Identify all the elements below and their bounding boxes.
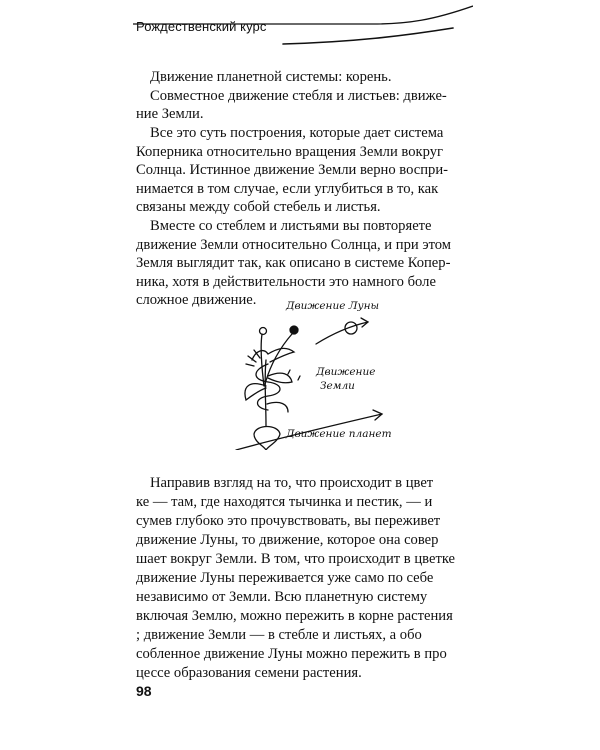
figure-label-earth-1: Движение (316, 366, 376, 378)
text-line: независимо от Земли. Всю планетную систему (136, 590, 428, 605)
page-number: 98 (136, 683, 152, 699)
text-line: ние Земли. (136, 107, 204, 122)
figure-label-planets: Движение планет (286, 428, 392, 440)
text-line: Все это суть построения, которые дает система (150, 126, 444, 141)
text-line: Направив взгляд на то, что происходит в цвет (150, 476, 434, 491)
text-line: сумев глубоко это прочувствовать, вы переживет (136, 514, 441, 529)
figure-label-earth-2: Земли (320, 380, 355, 392)
text-line: ника, хотя в действительности это намного боле (136, 275, 436, 290)
text-line: ке — там, где находятся тычинка и пестик, — и (136, 495, 433, 510)
text-line: связаны между собой стебель и листья. (136, 200, 381, 215)
text-line: нимается в том случае, если углубиться в то, как (136, 182, 439, 197)
running-head: Рождественский курс (136, 19, 267, 34)
text-line: Коперника относительно вращения Земли вокруг (136, 145, 443, 160)
text-line: Движение планетной системы: корень. (150, 70, 392, 85)
text-line: ; движение Земли — в стебле и листьях, а обо (136, 628, 422, 643)
plant-movement-figure (232, 300, 392, 450)
text-line: шает вокруг Земли. В том, что происходит в цветке (136, 552, 456, 567)
text-line: Совместное движение стебля и листьев: движе- (150, 89, 447, 104)
header-swoosh-rule (133, 0, 473, 60)
text-line: движение Луны, то движение, которое она совер (136, 533, 439, 548)
text-line: включая Землю, можно пережить в корне растения (136, 609, 453, 624)
text-line: Вместе со стеблем и листьями вы повторяете (150, 219, 432, 234)
text-line: цессе образования семени растения. (136, 666, 362, 681)
text-line: собленное движение Луны можно пережить в про (136, 647, 447, 662)
text-line: движение Земли относительно Солнца, и при этом (136, 238, 452, 253)
text-line: Солнца. Истинное движение Земли верно воспри- (136, 163, 448, 178)
figure-label-moon: Движение Луны (286, 300, 380, 312)
text-line: движение Луны переживается уже само по себе (136, 571, 434, 586)
text-line: сложное движение. (136, 293, 257, 308)
text-line: Земля выглядит так, как описано в системе Копер- (136, 256, 451, 271)
